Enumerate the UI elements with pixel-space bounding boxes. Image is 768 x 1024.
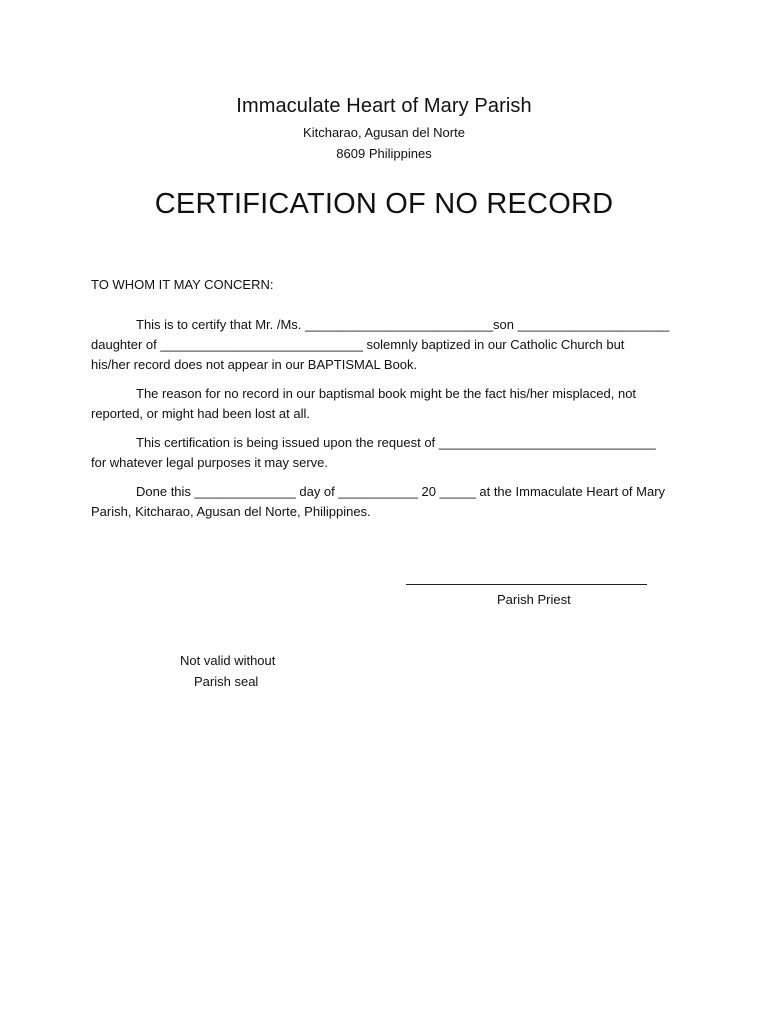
document-title: CERTIFICATION OF NO RECORD (154, 188, 614, 220)
salutation: TO WHOM IT MAY CONCERN: (91, 277, 274, 292)
signature-line (406, 584, 647, 585)
address-line-1: Kitcharao, Agusan del Norte (303, 125, 465, 140)
paragraph-3-line-2: for whatever legal purposes it may serve. (91, 455, 328, 470)
address-line-2: 8609 Philippines (336, 146, 432, 161)
paragraph-2-line-2: reported, or might had been lost at all. (91, 406, 310, 421)
paragraph-2-line-1: The reason for no record in our baptismal book might be the fact his/her misplaced, not (136, 386, 637, 401)
paragraph-3-line-1: This certification is being issued upon the request of ______________________________ (136, 435, 656, 450)
seal-note-line-2: Parish seal (194, 674, 259, 689)
paragraph-1-line-1: This is to certify that Mr. /Ms. __________________________son _____________________ (136, 317, 670, 332)
signature-label: Parish Priest (497, 592, 571, 607)
paragraph-4-line-2: Parish, Kitcharao, Agusan del Norte, Philippines. (91, 504, 371, 519)
paragraph-1-line-2: daughter of ____________________________ solemnly baptized in our Catholic Church but (91, 337, 625, 352)
parish-name: Immaculate Heart of Mary Parish (236, 95, 532, 117)
paragraph-4-line-1: Done this ______________ day of ___________ 20 _____ at the Immaculate Heart of Mary (136, 484, 666, 499)
seal-note-line-1: Not valid without (180, 653, 276, 668)
paragraph-1-line-3: his/her record does not appear in our BAPTISMAL Book. (91, 357, 418, 372)
